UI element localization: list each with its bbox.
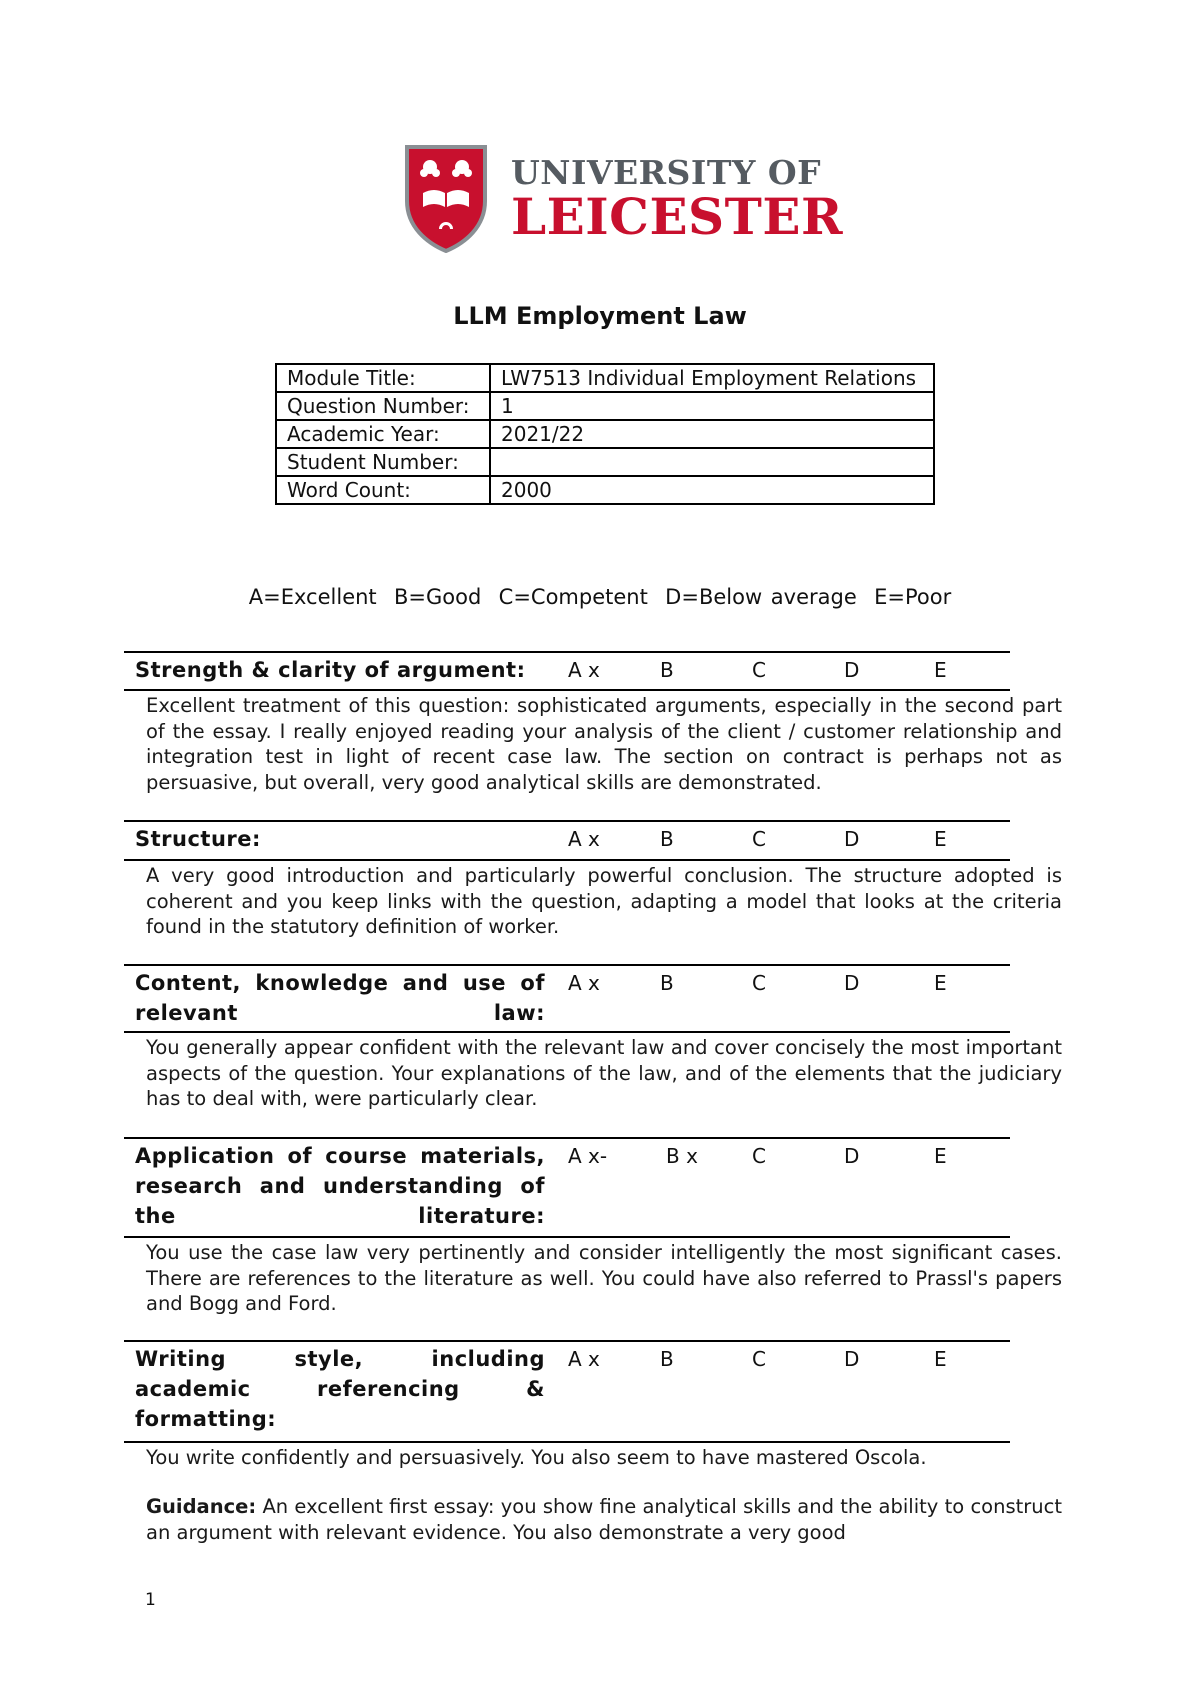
table-row bbox=[276, 364, 934, 392]
student-number-label: Student Number: bbox=[276, 448, 490, 476]
module-title-value: LW7513 Individual Employment Relations bbox=[490, 364, 934, 392]
criterion-comment: You generally appear confident with the relevant law and cover concisely the most important aspects of the question. Your explanations of the law, and of the elements that the judiciary has to deal with, were particularly clear. bbox=[146, 1036, 1062, 1110]
grade-d: D bbox=[844, 1347, 860, 1371]
grade-d: D bbox=[844, 1144, 860, 1168]
logo-line-1: UNIVERSITY OF bbox=[511, 153, 822, 192]
criterion-label: Content, knowledge and use of relevant law: bbox=[135, 971, 545, 1025]
word-count-label: Word Count: bbox=[276, 476, 490, 504]
divider bbox=[124, 1031, 1010, 1033]
grade-a: A x bbox=[568, 827, 600, 851]
grade-b: B bbox=[660, 971, 674, 995]
divider bbox=[124, 859, 1010, 861]
student-number-value bbox=[490, 448, 934, 476]
divider bbox=[124, 964, 1010, 966]
divider bbox=[124, 1441, 1010, 1443]
table-row bbox=[276, 420, 934, 448]
module-title-label: Module Title: bbox=[276, 364, 490, 392]
grade-c: C bbox=[752, 658, 766, 682]
divider bbox=[124, 820, 1010, 822]
grade-b: B bbox=[660, 1347, 674, 1371]
grade-c: C bbox=[752, 827, 766, 851]
guidance-text: An excellent first essay: you show fine analytical skills and the ability to construct an argument with relevant evidence. You also demonstrate a very good bbox=[146, 1495, 1063, 1544]
criterion-comment: You write confidently and persuasively. You also seem to have mastered Oscola. bbox=[146, 1446, 927, 1469]
table-row bbox=[276, 392, 934, 420]
grade-e: E bbox=[934, 971, 947, 995]
page-number: 1 bbox=[145, 1590, 156, 1610]
document-title: LLM Employment Law bbox=[453, 302, 747, 330]
module-info-table bbox=[275, 363, 935, 505]
criterion-comment: A very good introduction and particularly powerful conclusion. The structure adopted is coherent and you keep links with the question, adapting a model that looks at the criteria found in the statutory definition of worker. bbox=[146, 864, 1062, 938]
grade-a: A x- bbox=[568, 1144, 608, 1168]
grade-a: A x bbox=[568, 971, 600, 995]
grade-legend: A=Excellent B=Good C=Competent D=Below average E=Poor bbox=[248, 585, 952, 609]
academic-year-value: 2021/22 bbox=[490, 420, 934, 448]
criterion-comment: Excellent treatment of this question: sophisticated arguments, especially in the second part of the essay. I really enjoyed reading your analysis of the client / customer relationship and integration test in light of recent case law. The section on contract is perhaps not as persuasive, but overall, very good analytical skills are demonstrated. bbox=[146, 694, 1062, 794]
grade-b: B bbox=[660, 827, 674, 851]
word-count-value: 2000 bbox=[490, 476, 934, 504]
criterion-label: Structure: bbox=[135, 827, 261, 851]
guidance-label: Guidance: bbox=[146, 1495, 257, 1518]
divider bbox=[124, 1137, 1010, 1139]
grade-e: E bbox=[934, 827, 947, 851]
grade-a: A x bbox=[568, 1347, 600, 1371]
grade-e: E bbox=[934, 1144, 947, 1168]
logo-line-2: LEICESTER bbox=[511, 187, 844, 246]
criterion-label: Strength & clarity of argument: bbox=[135, 658, 526, 682]
grade-e: E bbox=[934, 1347, 947, 1371]
grade-c: C bbox=[752, 971, 766, 995]
grade-d: D bbox=[844, 827, 860, 851]
university-crest-icon bbox=[403, 143, 489, 253]
divider bbox=[124, 1340, 1010, 1342]
divider bbox=[124, 689, 1010, 691]
criterion-label: Application of course materials, research and understanding of the literature: bbox=[135, 1144, 545, 1228]
grade-c: C bbox=[752, 1347, 766, 1371]
question-number-label: Question Number: bbox=[276, 392, 490, 420]
grade-a: A x bbox=[568, 658, 600, 682]
grade-b: B x bbox=[666, 1144, 698, 1168]
table-row bbox=[276, 448, 934, 476]
academic-year-label: Academic Year: bbox=[276, 420, 490, 448]
criterion-label: Writing style, including academic referencing & formatting: bbox=[135, 1347, 545, 1431]
divider bbox=[124, 1236, 1010, 1238]
grade-b: B bbox=[660, 658, 674, 682]
table-row bbox=[276, 476, 934, 504]
grade-e: E bbox=[934, 658, 947, 682]
grade-d: D bbox=[844, 658, 860, 682]
university-logo bbox=[403, 143, 844, 255]
question-number-value: 1 bbox=[490, 392, 934, 420]
criterion-comment: You use the case law very pertinently and consider intelligently the most significant cases. There are references to the literature as well. You could have also referred to Prassl's papers and Bogg and Ford. bbox=[146, 1241, 1062, 1315]
grade-c: C bbox=[752, 1144, 766, 1168]
divider bbox=[124, 651, 1010, 653]
guidance-paragraph bbox=[146, 1494, 1062, 1546]
grade-d: D bbox=[844, 971, 860, 995]
